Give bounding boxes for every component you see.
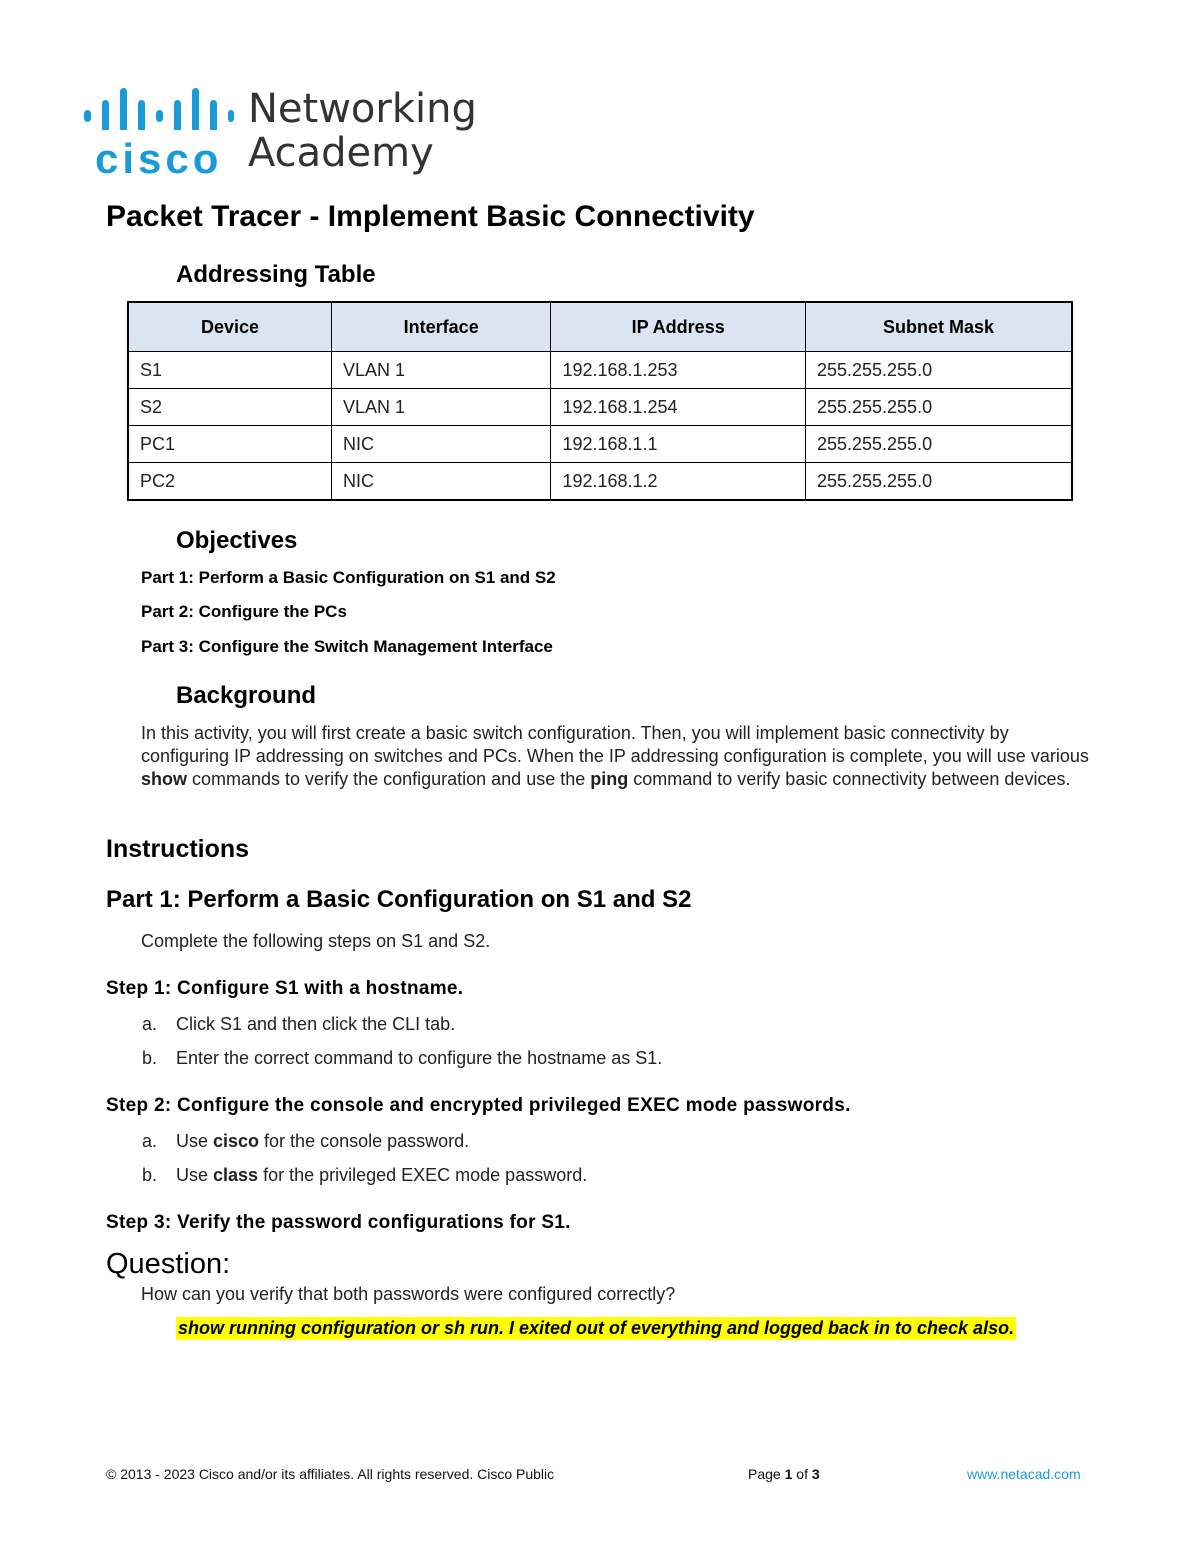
- step2-item-b-letter: b.: [142, 1165, 158, 1185]
- show-command-text: show: [141, 769, 188, 789]
- cisco-networking-academy-logo: [84, 86, 484, 186]
- question-label: Question:: [106, 1248, 231, 1280]
- step1-item-a: Click S1 and then click the CLI tab.: [176, 1014, 456, 1034]
- addressing-table-heading: Addressing Table: [176, 261, 376, 288]
- table-cell: 255.255.255.0: [805, 389, 1072, 426]
- step3-heading: Step 3: Verify the password configurations for S1.: [106, 1212, 571, 1233]
- logo-networking-text: Networking: [248, 86, 477, 132]
- step2-heading: Step 2: Configure the console and encrypted privileged EXEC mode passwords.: [106, 1095, 851, 1116]
- table-cell: S2: [128, 389, 331, 426]
- table-cell: 192.168.1.2: [551, 463, 806, 501]
- step2-b-post: for the privileged EXEC mode password.: [258, 1165, 588, 1185]
- table-cell: NIC: [331, 463, 550, 501]
- table-cell: NIC: [331, 426, 550, 463]
- objective-part-1: Part 1: Perform a Basic Configuration on S1 and S2: [141, 568, 556, 587]
- background-text-2: commands to verify the configuration and use the: [187, 769, 591, 789]
- table-cell: 255.255.255.0: [805, 463, 1072, 501]
- class-password-text: class: [213, 1165, 259, 1185]
- table-cell: PC2: [128, 463, 331, 501]
- background-text-1: In this activity, you will first create a basic switch configuration. Then, you will implement basic connectivity by configuring IP addressing on switches and PCs. When the IP addressing configuration is complete, you will use various: [141, 723, 1089, 766]
- footer-copyright: © 2013 - 2023 Cisco and/or its affiliates. All rights reserved. Cisco Public: [106, 1466, 555, 1482]
- footer-page-number: [748, 1466, 820, 1482]
- table-cell: 255.255.255.0: [805, 426, 1072, 463]
- table-cell: PC1: [128, 426, 331, 463]
- step1-item-a-letter: a.: [142, 1014, 158, 1034]
- question-text: How can you verify that both passwords were configured correctly?: [141, 1284, 676, 1304]
- table-cell: 192.168.1.253: [551, 352, 806, 389]
- table-row: [128, 389, 1072, 426]
- netacad-link[interactable]: www.netacad.com: [967, 1466, 1081, 1482]
- step2-a-post: for the console password.: [259, 1131, 470, 1151]
- step2-b-pre: Use: [176, 1165, 214, 1185]
- step2-item-a: [176, 1131, 469, 1152]
- page-of: of: [792, 1466, 812, 1482]
- step2-item-b: [176, 1165, 587, 1186]
- cisco-bridge-bars-icon: [84, 86, 234, 130]
- table-row: [128, 352, 1072, 389]
- column-header-interface: Interface: [331, 302, 550, 352]
- background-paragraph: [141, 722, 1096, 791]
- table-header-row: [128, 302, 1072, 352]
- table-cell: 255.255.255.0: [805, 352, 1072, 389]
- addressing-table: [127, 301, 1073, 501]
- part1-heading: Part 1: Perform a Basic Configuration on S1 and S2: [106, 886, 692, 913]
- table-cell: VLAN 1: [331, 352, 550, 389]
- page-label: Page: [748, 1466, 785, 1482]
- step1-item-b-letter: b.: [142, 1048, 158, 1068]
- column-header-device: Device: [128, 302, 331, 352]
- instructions-heading: Instructions: [106, 835, 250, 863]
- objective-part-2: Part 2: Configure the PCs: [141, 602, 347, 621]
- background-text-3: command to verify basic connectivity between devices.: [628, 769, 1071, 789]
- step2-item-a-letter: a.: [142, 1131, 158, 1151]
- objectives-heading: Objectives: [176, 527, 298, 554]
- table-row: [128, 426, 1072, 463]
- part1-intro: Complete the following steps on S1 and S2.: [141, 931, 491, 951]
- objective-part-3: Part 3: Configure the Switch Management Interface: [141, 637, 553, 656]
- step1-heading: Step 1: Configure S1 with a hostname.: [106, 978, 464, 999]
- table-cell: 192.168.1.1: [551, 426, 806, 463]
- table-cell: 192.168.1.254: [551, 389, 806, 426]
- page-current: 1: [784, 1466, 793, 1482]
- page-title: Packet Tracer - Implement Basic Connectivity: [106, 200, 755, 233]
- cisco-wordmark: cisco: [95, 135, 223, 182]
- step2-a-pre: Use: [176, 1131, 214, 1151]
- table-cell: VLAN 1: [331, 389, 550, 426]
- logo-academy-text: Academy: [248, 130, 434, 176]
- cisco-password-text: cisco: [213, 1131, 260, 1151]
- column-header-ip-address: IP Address: [551, 302, 806, 352]
- column-header-subnet-mask: Subnet Mask: [805, 302, 1072, 352]
- page-total: 3: [811, 1466, 820, 1482]
- background-heading: Background: [176, 682, 317, 709]
- highlighted-answer: show running configuration or sh run. I exited out of everything and logged back in to check also.: [178, 1318, 1015, 1338]
- table-row: [128, 463, 1072, 501]
- table-cell: S1: [128, 352, 331, 389]
- step1-item-b: Enter the correct command to configure the hostname as S1.: [176, 1048, 663, 1068]
- ping-command-text: ping: [590, 769, 629, 789]
